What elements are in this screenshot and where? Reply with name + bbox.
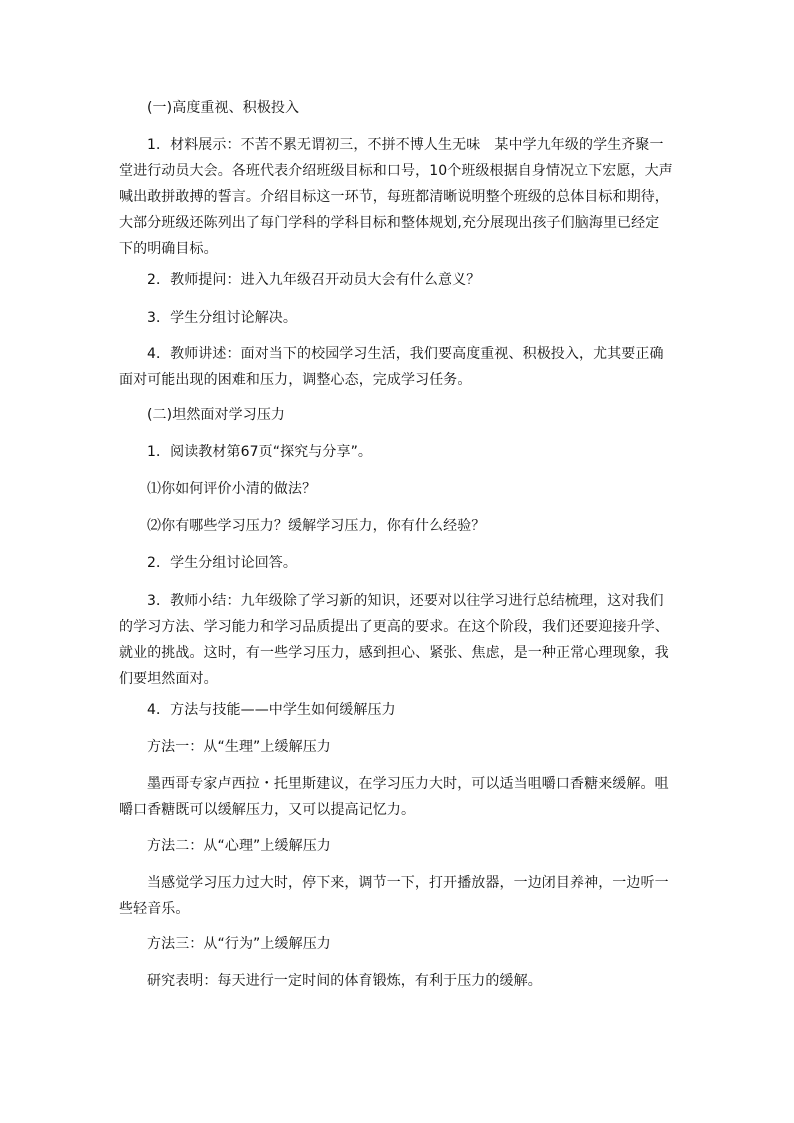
- paragraph-read-textbook: 1．阅读教材第67页“探究与分享”。: [147, 444, 373, 460]
- paragraph-material: 1．材料展示：不苦不累无谓初三，不拼不博人生无味 某中学九年级的学生齐聚一堂进行动员大会。各班代表介绍班级目标和口号，10个班级根据自身情况立下宏愿，大声喊出敢拼敢搏的誓言。介绍目标这一环节，每班都清晰说明整个班级的总体目标和期待，大部分班级还陈列出了每门学科的学科目标和整体规划,充分展现出孩子们脑海里已经定下的明确目标。: [119, 137, 673, 257]
- paragraph-question-2: ⑵你有哪些学习压力？缓解学习压力，你有什么经验？: [147, 518, 486, 534]
- section-heading-1: (一)高度重视、积极投入: [147, 100, 300, 116]
- paragraph-method-1: 方法一：从“生理”上缓解压力: [147, 739, 331, 755]
- document-page: [119, 0, 673, 1123]
- paragraph-method-3-detail: 研究表明：每天进行一定时间的体育锻炼，有利于压力的缓解。: [147, 973, 542, 989]
- paragraph-methods-heading: 4．方法与技能——中学生如何缓解压力: [147, 702, 396, 718]
- paragraph-group-discussion: 3．学生分组讨论解决。: [147, 310, 298, 326]
- paragraph-method-1-detail: 墨西哥专家卢西拉・托里斯建议，在学习压力大时，可以适当咀嚼口香糖来缓解。咀嚼口香糖既可以缓解压力，又可以提高记忆力。: [119, 776, 669, 818]
- paragraph-method-2: 方法二：从“心理”上缓解压力: [147, 838, 331, 854]
- paragraph-method-3: 方法三：从“行为”上缓解压力: [147, 936, 331, 952]
- section-heading-2: (二)坦然面对学习压力: [147, 407, 286, 423]
- paragraph-method-2-detail: 当感觉学习压力过大时，停下来，调节一下，打开播放器，一边闭目养神，一边听一些轻音乐。: [119, 875, 669, 917]
- paragraph-teacher-summary: 3．教师小结：九年级除了学习新的知识，还要对以往学习进行总结梳理，这对我们的学习方法、学习能力和学习品质提出了更高的要求。在这个阶段，我们还要迎接升学、就业的挑战。这时，有一些学习压力，感到担心、紧张、焦虑，是一种正常心理现象，我们要坦然面对。: [119, 593, 669, 687]
- paragraph-teacher-narration: 4．教师讲述：面对当下的校园学习生活，我们要高度重视、积极投入，尤其要正确面对可能出现的困难和压力，调整心态，完成学习任务。: [119, 346, 664, 388]
- paragraph-teacher-question: 2．教师提问：进入九年级召开动员大会有什么意义？: [147, 272, 481, 288]
- paragraph-question-1: ⑴你如何评价小清的做法？: [147, 481, 317, 497]
- paragraph-group-answer: 2．学生分组讨论回答。: [147, 555, 298, 571]
